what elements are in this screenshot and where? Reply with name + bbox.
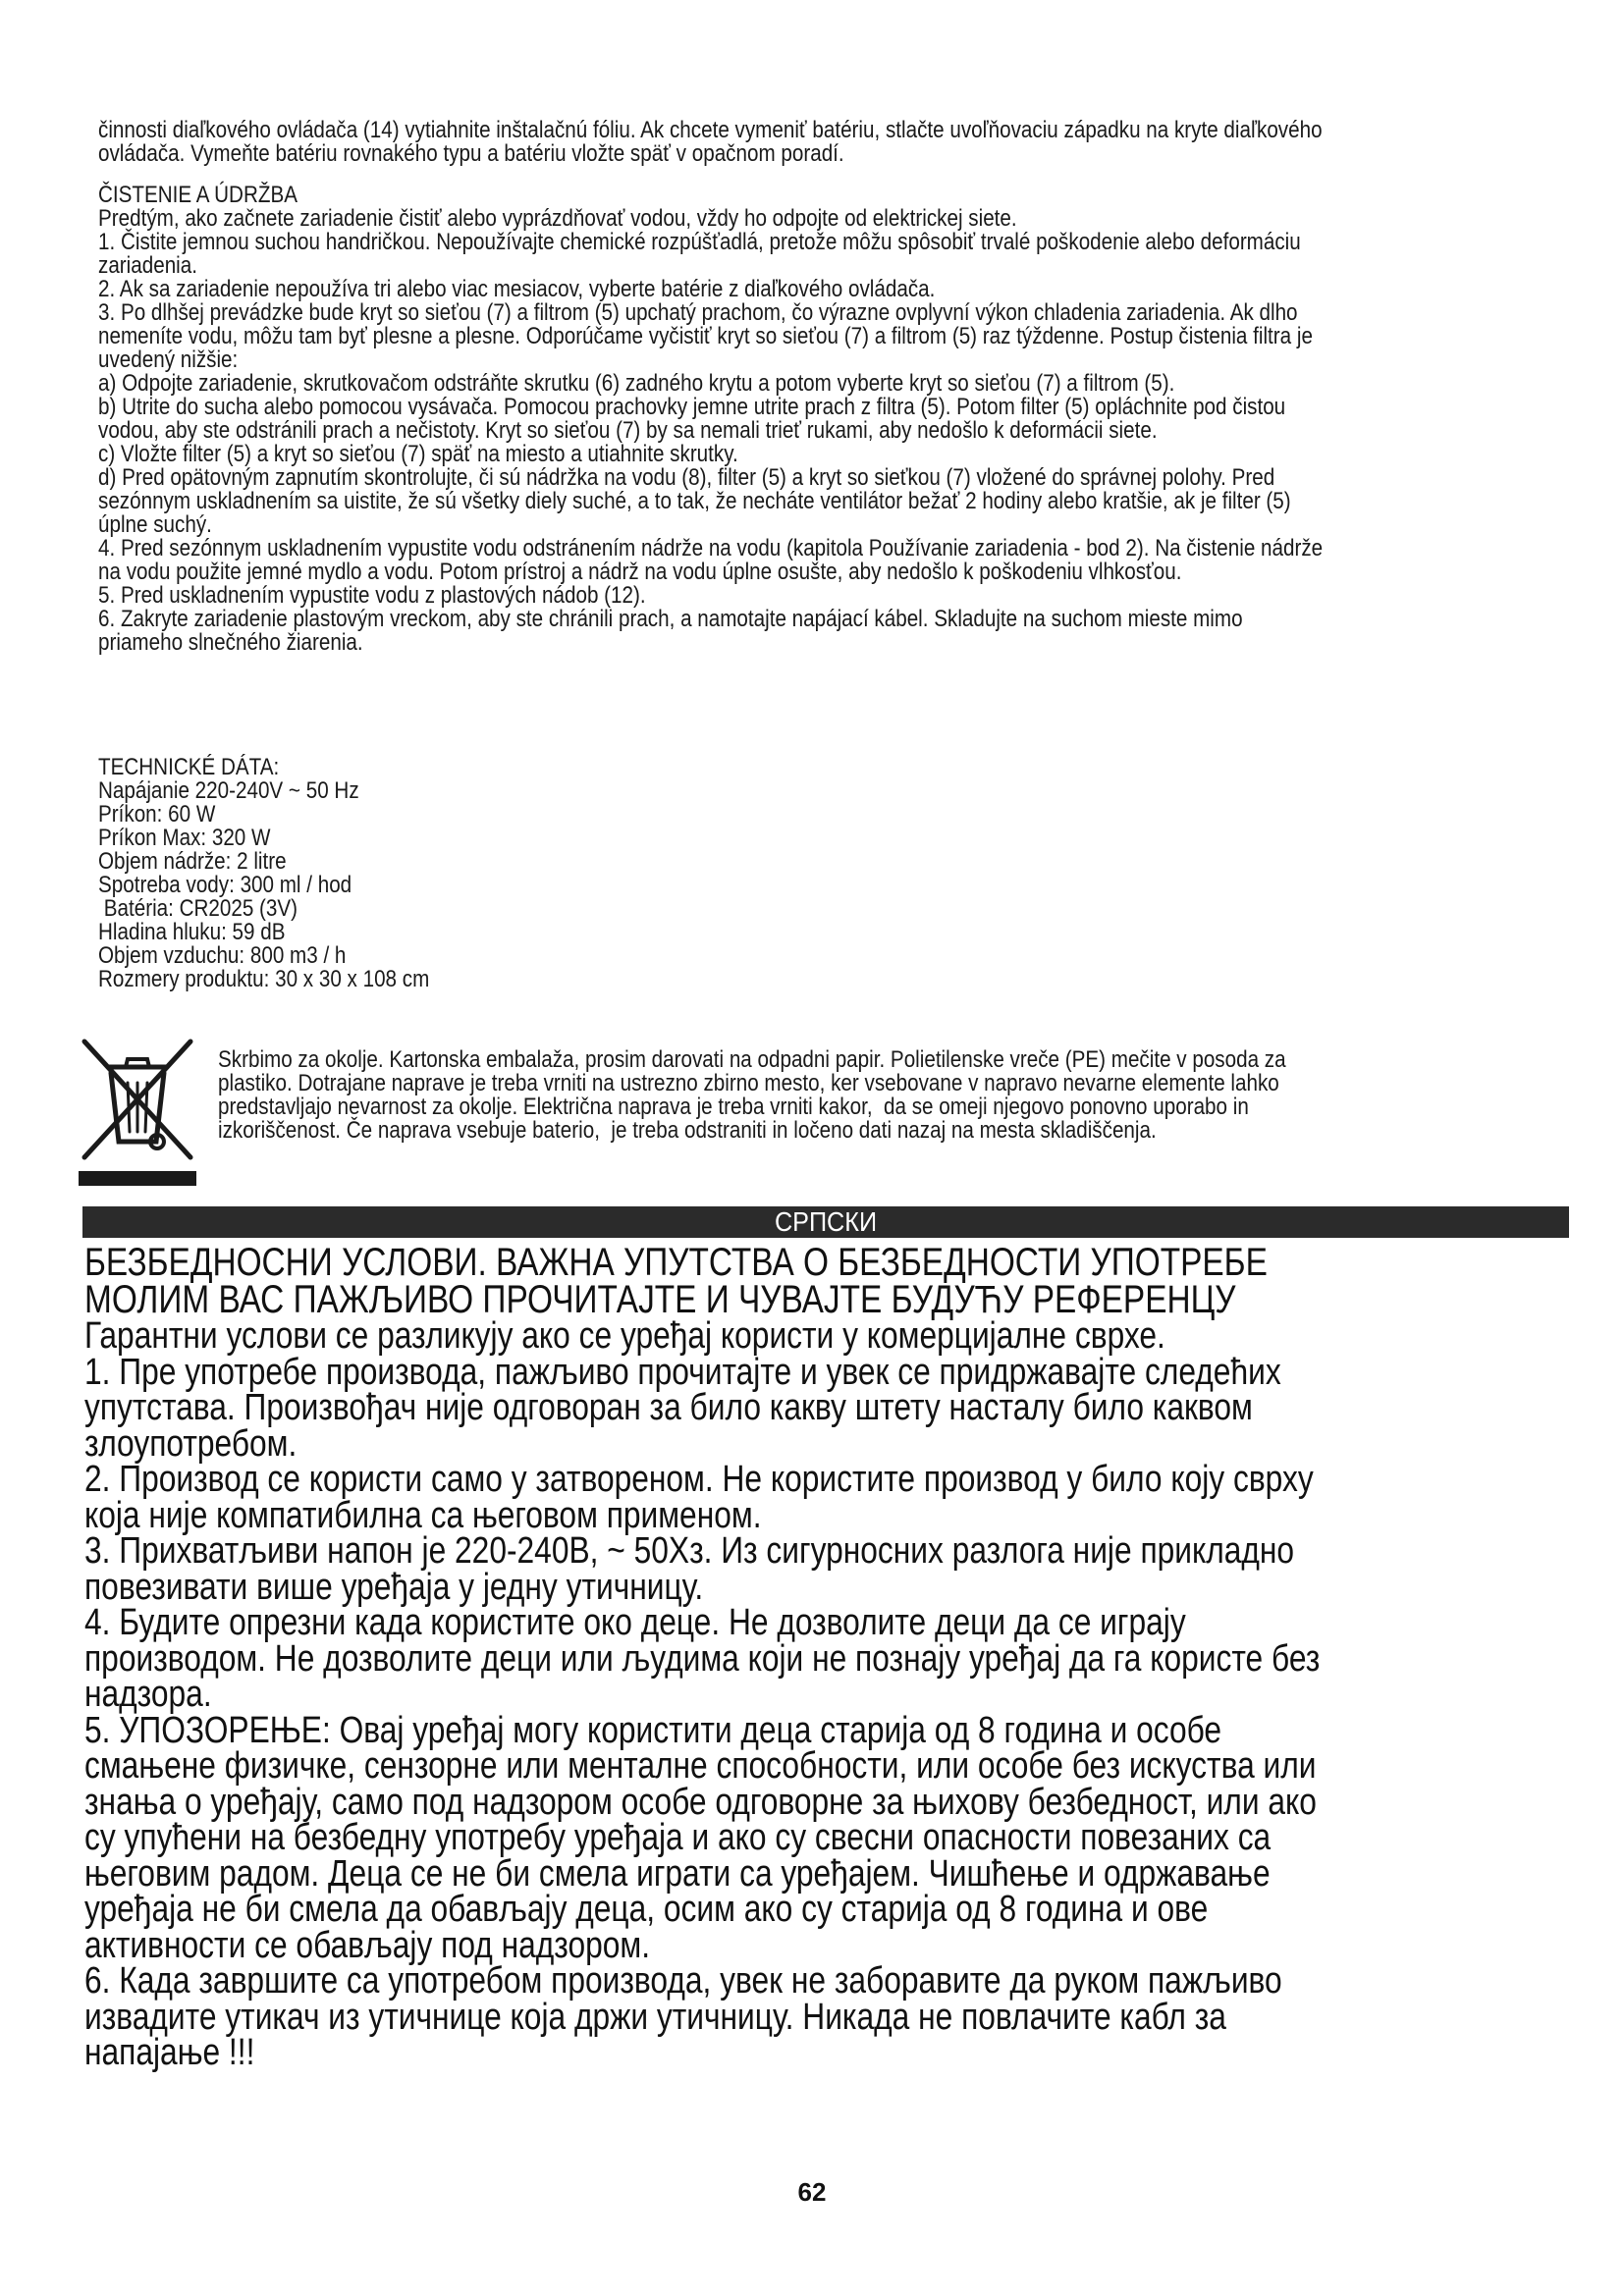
recycling-line: Skrbimo za okolje. Kartonska embalaža, prosim darovati na odpadni papir. Polietilenske vreče (PE) mečite v posoda za xyxy=(218,1046,1286,1073)
cleaning-line: 2. Ak sa zariadenie nepoužíva tri alebo viac mesiacov, vyberte batérie z diaľkového ovládača. xyxy=(98,276,936,302)
tech-line: Objem nádrže: 2 litre xyxy=(98,848,287,875)
serbian-line: уређаја не би смела да обављају деца, осим ако су старија од 8 година и ове xyxy=(84,1889,1209,1930)
intro-line: ovládača. Vymeňte batériu rovnakého typu a batériu vložte späť v opačnom poradí. xyxy=(98,140,844,167)
cleaning-line: a) Odpojte zariadenie, skrutkovačom odstráňte skrutku (6) zadného krytu a potom vyberte kryt so sieťou (7) a filtrom (5). xyxy=(98,370,1175,397)
serbian-line: су упућени на безбедну употребу уређаја и ако су свесни опасности повезаних са xyxy=(84,1817,1272,1858)
serbian-line: злоупотребом. xyxy=(84,1422,298,1465)
tech-line: Hladina hluku: 59 dB xyxy=(98,919,286,945)
serbian-heading: БЕЗБЕДНОСНИ УСЛОВИ. ВАЖНА УПУТСТВА О БЕЗБЕДНОСТИ УПОТРЕБЕ xyxy=(84,1241,1268,1284)
cleaning-line: sezónnym uskladnením sa uistite, že sú všetky diely suché, a to tak, že necháte ventilátor bežať 2 hodiny alebo kratšie, ak je filter (5) xyxy=(98,488,1291,514)
tech-line: Rozmery produktu: 30 x 30 x 108 cm xyxy=(98,966,430,992)
banner-label: СРПСКИ xyxy=(774,1206,878,1237)
serbian-line: смањене физичке, сензорне или менталне способности, или особе без искуства или xyxy=(84,1745,1317,1787)
serbian-line: производом. Не дозволите деци или људима који не познају уређај да га користе без xyxy=(84,1637,1321,1680)
cleaning-line: úplne suchý. xyxy=(98,511,212,538)
recycling-notice xyxy=(218,1048,1611,1143)
tech-line: Príkon Max: 320 W xyxy=(98,825,271,851)
serbian-line: напајање !!! xyxy=(84,2032,255,2073)
cleaning-line: zariadenia. xyxy=(98,252,197,279)
serbian-line: надзора. xyxy=(84,1674,212,1715)
slovak-text-block xyxy=(98,119,1618,655)
technical-data xyxy=(98,756,774,991)
cleaning-line: 6. Zakryte zariadenie plastovým vreckom, aby ste chránili prach, a namotajte napájací kábel. Skladujte na suchom mieste mimo xyxy=(98,606,1243,632)
tech-line: Spotreba vody: 300 ml / hod xyxy=(98,872,352,898)
tech-line: Objem vzduchu: 800 m3 / h xyxy=(98,942,347,969)
serbian-line: извадите утикач из утичнице која држи утичницу. Никада не повлачите кабл за xyxy=(84,1996,1226,2038)
serbian-line: 4. Будите опрезни када користите око деце. Не дозволите деци да се играју xyxy=(84,1602,1186,1643)
cleaning-line: vodou, aby ste odstránili prach a nečistoty. Kryt so sieťou (7) by sa nemali trieť rukami, aby nedošlo k deformácii siete. xyxy=(98,417,1158,444)
recycling-line: izkoriščenost. Če naprava vsebuje baterio, je treba odstraniti in ločeno dati nazaj na mesta skladiščenja. xyxy=(218,1117,1157,1144)
serbian-line: 2. Производ се користи само у затвореном. Не користите производ у било коју сврху xyxy=(84,1459,1314,1500)
serbian-line: 3. Прихватљиви напон је 220-240В, ~ 50Хз. Из сигурносних разлога није прикладно xyxy=(84,1530,1295,1572)
cleaning-line: d) Pred opätovným zapnutím skontrolujte, či sú nádržka na vodu (8), filter (5) a kryt so sieťkou (7) vložené do správnej polohy. Pred xyxy=(98,464,1275,491)
cleaning-line: c) Vložte filter (5) a kryt so sieťou (7) späť na miesto a utiahnite skrutky. xyxy=(98,441,738,467)
tech-line: Príkon: 60 W xyxy=(98,801,216,828)
serbian-line: његовим радом. Деца се не би смела играти са уређајем. Чишћење и одржавање xyxy=(84,1852,1271,1895)
serbian-line: упутстава. Произвођач није одговоран за било какву штету насталу било каквом xyxy=(84,1387,1253,1428)
intro-line: činnosti diaľkového ovládača (14) vytiahnite inštalačnú fóliu. Ak chcete vymeniť batériu, stlačte uvoľňovaciu západku na kryte diaľkového xyxy=(98,117,1323,143)
cleaning-title: ČISTENIE A ÚDRŽBA xyxy=(98,182,298,208)
tech-line: Batéria: CR2025 (3V) xyxy=(98,895,298,922)
cleaning-line: 1. Čistite jemnou suchou handričkou. Nepoužívajte chemické rozpúšťadlá, pretože môžu spôsobiť trvalé poškodenie alebo deformáciu xyxy=(98,229,1301,255)
cleaning-line: priameho slnečného žiarenia. xyxy=(98,629,363,656)
serbian-line: повезивати више уређаја у једну утичницу. xyxy=(84,1566,704,1608)
serbian-line: 6. Када завршите са употребом производа, увек не заборавите да руком пажљиво xyxy=(84,1960,1282,2002)
page-number: 62 xyxy=(797,2177,827,2207)
serbian-line: 1. Пре употребе производа, пажљиво прочитајте и увек се придржавајте следећих xyxy=(84,1351,1281,1393)
cleaning-line: 3. Po dlhšej prevádzke bude kryt so sieťou (7) a filtrom (5) upchatý prachom, čo výrazne ovplyvní výkon chladenia zariadenia. Ak dlho xyxy=(98,299,1298,326)
cleaning-line: nemeníte vodu, môžu tam byť plesne a plesne. Odporúčame vyčistiť kryt so sieťou (7) a filtrom (5) raz týždenne. Postup čistenia filtra je xyxy=(98,323,1313,349)
weee-crossed-bin-icon xyxy=(79,1036,196,1188)
serbian-text-block xyxy=(84,1241,1560,2073)
tech-title: TECHNICKÉ DÁTA: xyxy=(98,754,280,780)
serbian-heading: МОЛИМ ВАС ПАЖЉИВО ПРОЧИТАЈТЕ И ЧУВАЈТЕ БУДУЋУ РЕФЕРЕНЦУ xyxy=(84,1278,1236,1321)
cleaning-line: 4. Pred sezónnym uskladnením vypustite vodu odstránením nádrže na vodu (kapitola Používanie zariadenia - bod 2). Na čistenie nádrže xyxy=(98,535,1324,561)
serbian-line: 5. УПОЗОРЕЊЕ: Овај уређај могу користити деца старија од 8 година и особе xyxy=(84,1709,1222,1751)
language-banner xyxy=(82,1206,1569,1238)
cleaning-line: na vodu použite jemné mydlo a vodu. Potom prístroj a nádrž na vodu úplne osušte, aby nedošlo k poškodeniu vlhkosťou. xyxy=(98,559,1182,585)
serbian-line: активности се обављају под надзором. xyxy=(84,1924,651,1966)
cleaning-line: Predtým, ako začnete zariadenie čistiť alebo vyprázdňovať vodou, vždy ho odpojte od elektrickej siete. xyxy=(98,205,1017,232)
serbian-line: која није компатибилна са његовом применом. xyxy=(84,1494,762,1536)
serbian-line: Гарантни услови се разликују ако се уређај користи у комерцијалне сврхе. xyxy=(84,1315,1165,1357)
recycling-line: predstavljajo nevarnost za okolje. Električna naprava je treba vrniti kakor, da se omeji njegovo ponovno uporabo in xyxy=(218,1094,1249,1120)
cleaning-line: b) Utrite do sucha alebo pomocou vysávača. Pomocou prachovky jemne utrite prach z filtra (5). Potom filter (5) opláchnite pod čistou xyxy=(98,394,1286,420)
cleaning-line: uvedený nižšie: xyxy=(98,347,239,373)
tech-line: Napájanie 220-240V ~ 50 Hz xyxy=(98,777,359,804)
cleaning-line: 5. Pred uskladnením vypustite vodu z plastových nádob (12). xyxy=(98,582,646,609)
serbian-line: знања о уређају, само под надзором особе одговорне за њихову безбедност, или ако xyxy=(84,1781,1317,1823)
recycling-line: plastiko. Dotrajane naprave je treba vrniti na ustrezno zbirno mesto, ker vsebovane v napravo nevarne elemente lahko xyxy=(218,1070,1279,1096)
